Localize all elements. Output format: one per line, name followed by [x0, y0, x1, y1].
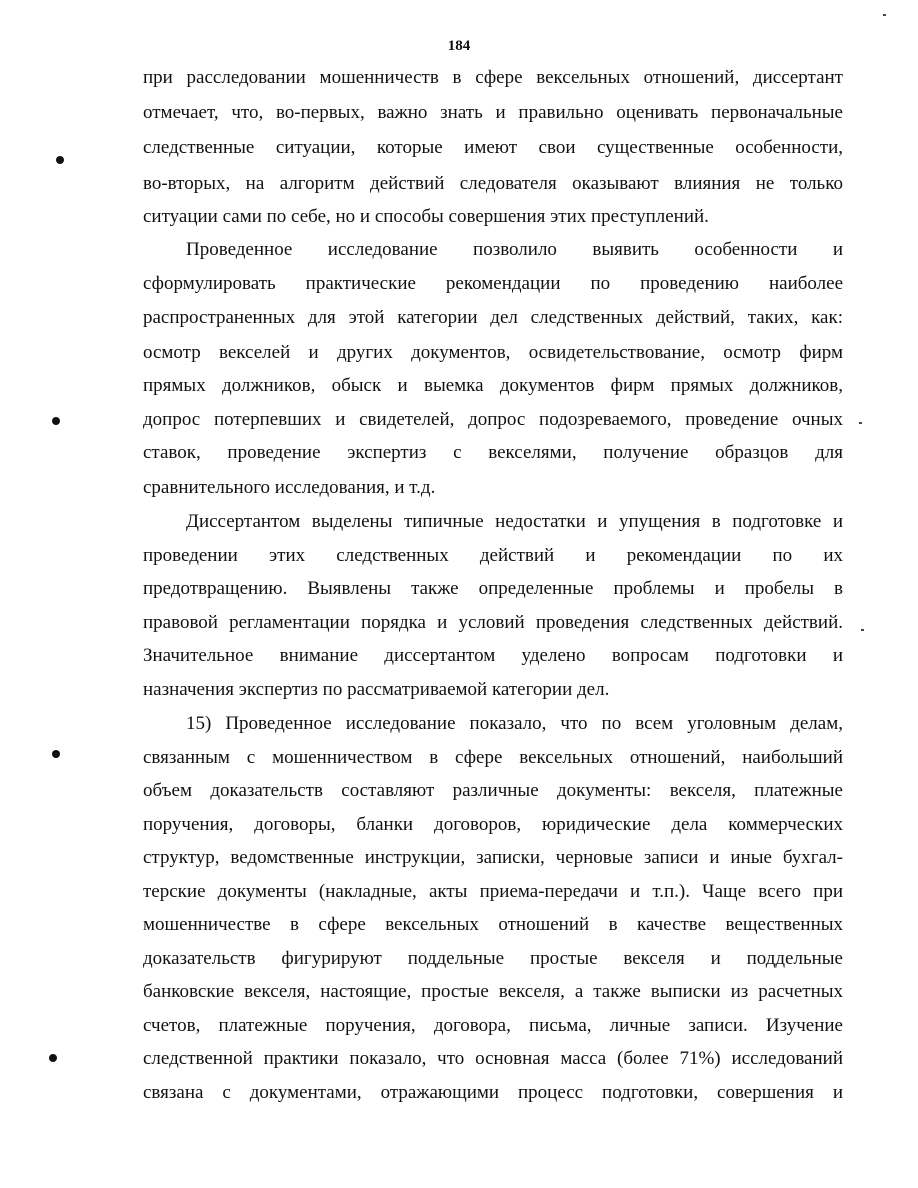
text-line: структур, ведомственные инструкции, записки, черновые записи и иные бухгал-: [143, 847, 843, 868]
text-line: предотвращению. Выявлены также определенные проблемы и пробелы в: [143, 578, 843, 599]
text-line: распространенных для этой категории дел следственных действий, таких, как:: [143, 307, 843, 328]
scan-dot: [49, 1054, 57, 1062]
text-line: проведении этих следственных действий и рекомендации по их: [143, 545, 843, 566]
text-line: отмечает, что, во-первых, важно знать и правильно оценивать первоначальные: [143, 102, 843, 123]
text-line: связана с документами, отражающими процесс подготовки, совершения и: [143, 1082, 843, 1103]
scan-dot: [52, 750, 60, 758]
text-line: следственной практики показало, что основная масса (более 71%) исследований: [143, 1048, 843, 1069]
scan-dot: [56, 156, 64, 164]
text-line: при расследовании мошенничеств в сфере вексельных отношений, диссертант: [143, 67, 843, 88]
text-line: ставок, проведение экспертиз с векселями, получение образцов для: [143, 442, 843, 463]
text-line: счетов, платежные поручения, договора, письма, личные записи. Изучение: [143, 1015, 843, 1036]
text-line: ситуации сами по себе, но и способы совершения этих преступлений.: [143, 206, 709, 227]
text-line: назначения экспертиз по рассматриваемой категории дел.: [143, 679, 610, 700]
text-line: доказательств фигурируют поддельные простые векселя и поддельные: [143, 948, 843, 969]
text-line: Проведенное исследование позволило выявить особенности и: [186, 239, 843, 260]
scan-speck: [859, 422, 862, 424]
text-line: терские документы (накладные, акты приема-передачи и т.п.). Чаще всего при: [143, 881, 843, 902]
page-number: 184: [447, 38, 471, 54]
scan-dot: [52, 417, 60, 425]
text-line: банковские векселя, настоящие, простые векселя, а также выписки из расчетных: [143, 981, 843, 1002]
text-line: 15) Проведенное исследование показало, что по всем уголовным делам,: [186, 713, 843, 734]
scan-speck: [883, 14, 886, 16]
text-line: допрос потерпевших и свидетелей, допрос подозреваемого, проведение очных: [143, 409, 843, 430]
text-line: поручения, договоры, бланки договоров, юридические дела коммерческих: [143, 814, 843, 835]
text-line: правовой регламентации порядка и условий проведения следственных действий.: [143, 612, 843, 633]
text-line: мошенничестве в сфере вексельных отношений в качестве вещественных: [143, 914, 843, 935]
text-line: связанным с мошенничеством в сфере вексельных отношений, наибольший: [143, 747, 843, 768]
scan-speck: [861, 629, 864, 631]
text-line: осмотр векселей и других документов, освидетельствование, осмотр фирм: [143, 342, 843, 363]
text-line: прямых должников, обыск и выемка документов фирм прямых должников,: [143, 375, 843, 396]
text-line: Значительное внимание диссертантом уделено вопросам подготовки и: [143, 645, 843, 666]
text-line: сравнительного исследования, и т.д.: [143, 477, 436, 498]
text-line: следственные ситуации, которые имеют свои существенные особенности,: [143, 137, 843, 158]
text-line: сформулировать практические рекомендации по проведению наиболее: [143, 273, 843, 294]
text-line: Диссертантом выделены типичные недостатки и упущения в подготовке и: [186, 511, 843, 532]
text-line: объем доказательств составляют различные документы: векселя, платежные: [143, 780, 843, 801]
text-line: во-вторых, на алгоритм действий следователя оказывают влияния не только: [143, 173, 843, 194]
